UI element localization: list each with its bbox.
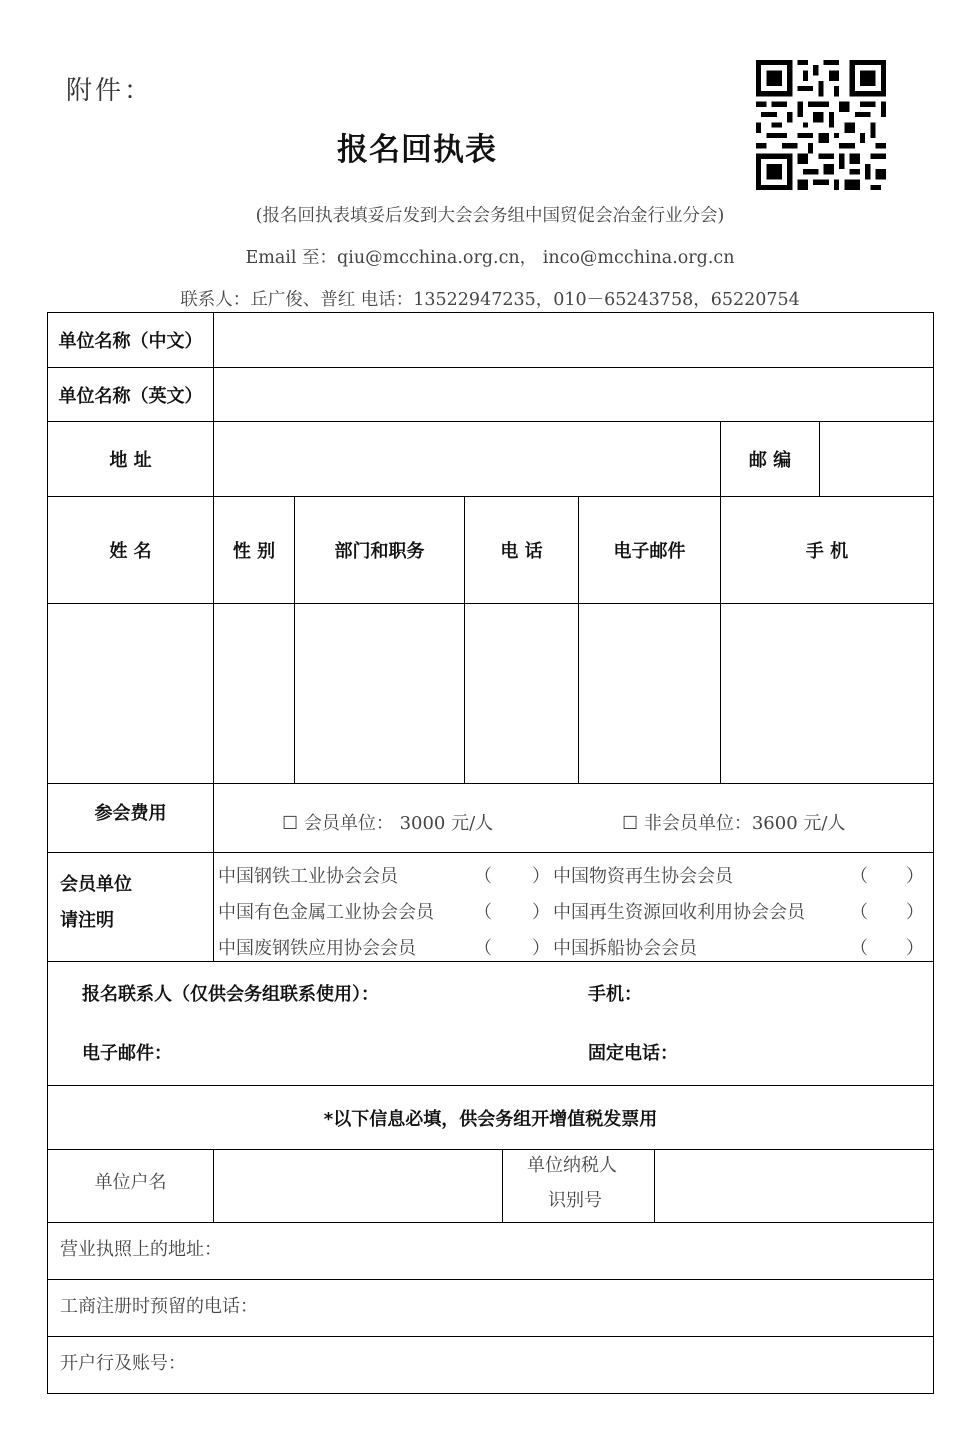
paren-open: （ [474, 938, 492, 959]
column-header-name: 姓 名 [109, 541, 152, 562]
paren-close: ） [906, 902, 924, 923]
fee-member-checkbox[interactable]: ☐ 会员单位： 3000 元/人 [282, 813, 494, 834]
table-rule [47, 1336, 934, 1337]
invoice-note: *以下信息必填，供会务组开增值税发票用 [323, 1108, 658, 1130]
email-line: Email 至：qiu@mcchina.org.cn， inco@mcchina.org.cn [245, 248, 735, 268]
paren-close: ） [532, 938, 550, 959]
table-rule [47, 961, 934, 962]
table-rule [502, 1149, 503, 1222]
attendee-department-field[interactable] [295, 604, 464, 783]
paren-close: ） [906, 866, 924, 887]
postcode-label: 邮 编 [748, 450, 792, 471]
column-header-gender: 性 别 [232, 541, 276, 562]
association-left-2: 中国有色金属工业协会会员 [218, 902, 434, 923]
paren-close: ） [532, 866, 550, 887]
mobile-label: 手机： [588, 984, 642, 1005]
table-rule [47, 1222, 934, 1223]
attendee-gender-field[interactable] [214, 604, 294, 783]
company-name-en-field[interactable] [214, 368, 933, 421]
association-right-2: 中国再生资源回收利用协会会员 [553, 902, 805, 923]
taxpayer-id-field[interactable] [655, 1150, 933, 1222]
association-right-1: 中国物资再生协会会员 [553, 866, 733, 887]
column-header-email: 电子邮件 [613, 541, 686, 562]
qr-code-icon [756, 60, 886, 190]
table-rule [47, 1279, 934, 1280]
postcode-field[interactable] [820, 422, 933, 496]
paren-open: （ [850, 866, 868, 887]
address-field[interactable] [214, 422, 720, 496]
member-label-line2: 请注明 [60, 910, 114, 931]
registration-contact-label: 报名联系人（仅供会务组联系使用）： [82, 984, 379, 1005]
email-label: 电子邮件： [82, 1043, 172, 1064]
page-title: 报名回执表 [337, 132, 497, 168]
paren-close: ） [906, 938, 924, 959]
fee-label: 参会费用 [94, 802, 167, 824]
member-label-line1: 会员单位 [60, 874, 132, 895]
company-name-cn-field[interactable] [214, 313, 933, 367]
paren-open: （ [850, 938, 868, 959]
contact-line: 联系人：丘广俊、普红 电话：13522947235，010－65243758，65220754 [180, 290, 800, 310]
paren-open: （ [474, 866, 492, 887]
attendee-email-field[interactable] [579, 604, 720, 783]
bank-account-label: 开户行及账号： [60, 1353, 186, 1374]
license-address-label: 营业执照上的地址： [60, 1239, 222, 1260]
table-rule [47, 852, 934, 853]
attendee-name-field[interactable] [48, 604, 213, 783]
attendee-phone-field[interactable] [465, 604, 578, 783]
paren-close: ） [532, 902, 550, 923]
submission-note: (报名回执表填妥后发到大会会务组中国贸促会冶金行业分会) [255, 206, 725, 226]
table-border-right [933, 312, 934, 1394]
paren-open: （ [474, 902, 492, 923]
association-left-3: 中国废钢铁应用协会会员 [218, 938, 416, 959]
address-label: 地 址 [109, 450, 152, 471]
column-header-department: 部门和职务 [334, 541, 425, 562]
account-name-label: 单位户名 [94, 1172, 167, 1193]
column-header-mobile: 手 机 [805, 541, 849, 562]
attendee-mobile-field[interactable] [721, 604, 933, 783]
registered-phone-label: 工商注册时预留的电话： [60, 1296, 258, 1317]
account-name-field[interactable] [214, 1150, 502, 1222]
attachment-label: 附件： [66, 76, 154, 106]
association-right-3: 中国拆船协会会员 [553, 938, 697, 959]
paren-open: （ [850, 902, 868, 923]
taxpayer-id-label-line1: 单位纳税人 [527, 1155, 617, 1176]
association-left-1: 中国钢铁工业协会会员 [218, 866, 398, 887]
company-name-cn-label: 单位名称（中文） [58, 331, 203, 352]
landline-label: 固定电话： [588, 1043, 678, 1064]
column-header-phone: 电 话 [500, 541, 543, 562]
company-name-en-label: 单位名称（英文） [58, 385, 203, 407]
fee-nonmember-checkbox[interactable]: ☐ 非会员单位：3600 元/人 [622, 813, 846, 834]
taxpayer-id-label-line2: 识别号 [548, 1190, 602, 1211]
table-border-bottom [47, 1393, 934, 1394]
